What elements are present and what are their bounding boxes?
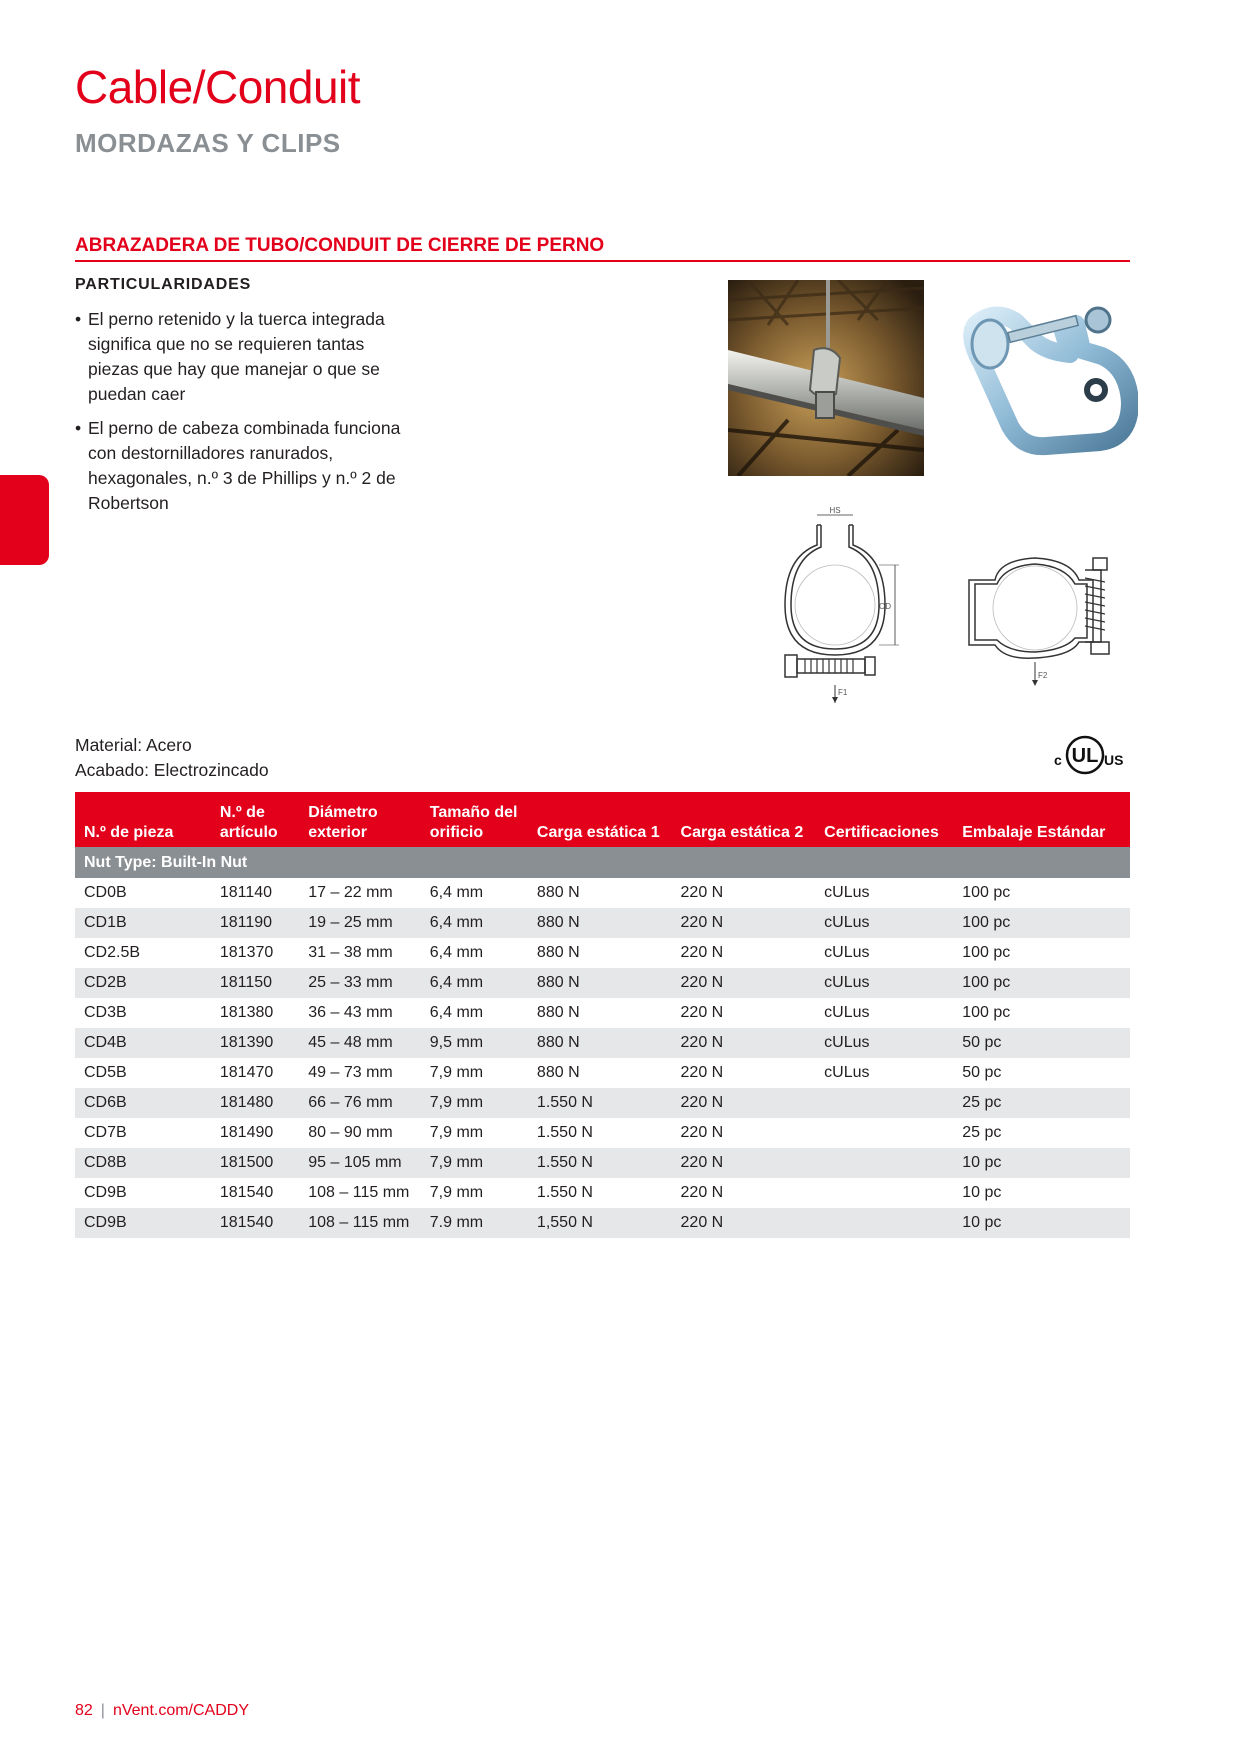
table-cell: 880 N [528, 1058, 672, 1088]
svg-text:US: US [1104, 752, 1124, 768]
bullet-icon: • [75, 309, 82, 329]
table-cell: 6,4 mm [421, 998, 528, 1028]
column-header-line: Tamaño del [429, 804, 518, 821]
table-cell: 9,5 mm [421, 1028, 528, 1058]
table-cell: CD2.5B [75, 938, 211, 968]
column-header-line: Carga estática 1 [536, 824, 660, 841]
table-cell: 100 pc [953, 878, 1130, 908]
table-cell: CD0B [75, 878, 211, 908]
table-cell: 100 pc [953, 998, 1130, 1028]
table-cell: 181500 [211, 1148, 299, 1178]
table-cell: 220 N [672, 998, 816, 1028]
table-cell: 181150 [211, 968, 299, 998]
table-cell: 6,4 mm [421, 878, 528, 908]
table-cell: 17 – 22 mm [299, 878, 421, 908]
column-header-line: Certificaciones [824, 824, 939, 841]
table-row [75, 1028, 1130, 1058]
column-header [421, 792, 528, 847]
table-cell [815, 1088, 953, 1118]
table-cell: 66 – 76 mm [299, 1088, 421, 1118]
table-cell: 1,550 N [528, 1208, 672, 1238]
table-cell: 220 N [672, 1178, 816, 1208]
table-cell: CD9B [75, 1178, 211, 1208]
table-cell: 220 N [672, 878, 816, 908]
column-header [211, 792, 299, 847]
force-label-f2: F2 [1038, 671, 1048, 680]
table-cell: 108 – 115 mm [299, 1178, 421, 1208]
table-row [75, 938, 1130, 968]
table-cell: 6,4 mm [421, 968, 528, 998]
table-cell: cULus [815, 1058, 953, 1088]
technical-drawing-side [955, 550, 1135, 690]
technical-drawing-front [765, 505, 905, 705]
page-subtitle: MORDAZAS Y CLIPS [75, 128, 341, 158]
table-cell: CD3B [75, 998, 211, 1028]
cul-us-listed-logo [1046, 730, 1126, 780]
table-row [75, 1118, 1130, 1148]
table-cell: 220 N [672, 968, 816, 998]
clamp-product-image [958, 290, 1138, 470]
table-cell: 220 N [672, 1028, 816, 1058]
svg-text:c: c [1054, 752, 1062, 768]
table-cell: 7.9 mm [421, 1208, 528, 1238]
table-cell [815, 1208, 953, 1238]
feature-text: El perno de cabeza combinada funciona con destornilladores ranurados, hexagonales, n.º 3 de Phillips y n.º 2 de Robertson [88, 418, 401, 513]
table-cell: cULus [815, 908, 953, 938]
table-cell: 1.550 N [528, 1088, 672, 1118]
table-cell: 220 N [672, 1058, 816, 1088]
column-header-line [962, 803, 1130, 823]
table-row [75, 998, 1130, 1028]
column-header [953, 792, 1130, 847]
table-cell: 49 – 73 mm [299, 1058, 421, 1088]
table-cell: 36 – 43 mm [299, 998, 421, 1028]
table-cell [815, 1118, 953, 1148]
column-header [528, 792, 672, 847]
table-cell: 25 pc [953, 1118, 1130, 1148]
table-cell: 1.550 N [528, 1148, 672, 1178]
feature-text: El perno retenido y la tuerca integrada significa que no se requieren tantas piezas que hay que manejar o que se puedan caer [88, 309, 385, 404]
table-cell: 880 N [528, 938, 672, 968]
table-cell: cULus [815, 998, 953, 1028]
table-group-row [75, 847, 1130, 878]
table-cell: CD1B [75, 908, 211, 938]
material-line: Material: Acero [75, 735, 192, 755]
table-header-row [75, 792, 1130, 847]
table-cell: cULus [815, 878, 953, 908]
installation-photo [728, 280, 924, 476]
table-cell: 880 N [528, 1028, 672, 1058]
section-heading: ABRAZADERA DE TUBO/CONDUIT DE CIERRE DE PERNO [75, 235, 1130, 262]
column-header-line: Carga estática 2 [680, 824, 804, 841]
table-cell: 6,4 mm [421, 938, 528, 968]
table-cell: 10 pc [953, 1208, 1130, 1238]
table-cell: 7,9 mm [421, 1088, 528, 1118]
column-header-line [84, 803, 211, 823]
table-cell: 220 N [672, 1148, 816, 1178]
table-cell: CD8B [75, 1148, 211, 1178]
group-label: Nut Type: Built-In Nut [75, 847, 1130, 878]
table-cell: 181540 [211, 1208, 299, 1238]
table-cell: 181470 [211, 1058, 299, 1088]
column-header-line: N.º de pieza [84, 824, 174, 841]
column-header-line: Diámetro [308, 804, 378, 821]
table-cell: 100 pc [953, 968, 1130, 998]
table-cell: 181490 [211, 1118, 299, 1148]
table-cell: 10 pc [953, 1178, 1130, 1208]
table-cell: 95 – 105 mm [299, 1148, 421, 1178]
dimension-label-od: OD [879, 602, 891, 611]
bullet-icon: • [75, 418, 82, 438]
table-cell: 7,9 mm [421, 1058, 528, 1088]
table-cell: 1.550 N [528, 1178, 672, 1208]
table-cell: cULus [815, 938, 953, 968]
table-cell: 181480 [211, 1088, 299, 1118]
finish-line: Acabado: Electrozincado [75, 760, 269, 780]
table-cell: 25 pc [953, 1088, 1130, 1118]
feature-item [75, 307, 405, 407]
column-header-line [824, 803, 953, 823]
table-cell: 7,9 mm [421, 1118, 528, 1148]
table-cell: 25 – 33 mm [299, 968, 421, 998]
page-footer [75, 1702, 249, 1720]
table-cell: 100 pc [953, 938, 1130, 968]
column-header-line: Embalaje Estándar [962, 824, 1106, 841]
table-cell: 50 pc [953, 1028, 1130, 1058]
table-cell: cULus [815, 968, 953, 998]
table-cell: 880 N [528, 908, 672, 938]
column-header [815, 792, 953, 847]
column-header-line: exterior [308, 824, 367, 841]
table-row [75, 1178, 1130, 1208]
feature-item [75, 416, 405, 516]
table-cell: 7,9 mm [421, 1178, 528, 1208]
table-cell: 220 N [672, 938, 816, 968]
table-cell: 220 N [672, 908, 816, 938]
side-tab-marker [0, 475, 49, 565]
page-number: 82 [75, 1702, 93, 1719]
table-cell: 181390 [211, 1028, 299, 1058]
footer-separator: | [100, 1702, 105, 1719]
table-row [75, 1148, 1130, 1178]
table-cell: 181380 [211, 998, 299, 1028]
table-cell: 181540 [211, 1178, 299, 1208]
table-cell: 220 N [672, 1118, 816, 1148]
svg-text:UL: UL [1071, 745, 1099, 767]
table-cell: 220 N [672, 1208, 816, 1238]
table-row [75, 968, 1130, 998]
table-cell: CD4B [75, 1028, 211, 1058]
footer-link[interactable]: nVent.com/CADDY [112, 1702, 250, 1719]
table-cell: 45 – 48 mm [299, 1028, 421, 1058]
column-header-line: orificio [429, 824, 484, 841]
table-cell: 181190 [211, 908, 299, 938]
table-row [75, 908, 1130, 938]
table-cell: 108 – 115 mm [299, 1208, 421, 1238]
column-header-line: N.º de [219, 804, 265, 821]
table-cell: 220 N [672, 1088, 816, 1118]
table-cell: 181370 [211, 938, 299, 968]
table-row [75, 1088, 1130, 1118]
table-cell: 7,9 mm [421, 1148, 528, 1178]
table-cell [815, 1178, 953, 1208]
table-cell: CD7B [75, 1118, 211, 1148]
column-header-line: artículo [219, 824, 278, 841]
table-cell: 880 N [528, 998, 672, 1028]
column-header-line [537, 803, 672, 823]
table-cell: CD6B [75, 1088, 211, 1118]
dimension-label-hs: HS [829, 506, 841, 515]
table-cell: 80 – 90 mm [299, 1118, 421, 1148]
material-info [75, 733, 269, 783]
table-row [75, 1058, 1130, 1088]
features-heading: PARTICULARIDADES [75, 276, 252, 293]
table-row [75, 878, 1130, 908]
table-cell: 100 pc [953, 908, 1130, 938]
table-cell: 181140 [211, 878, 299, 908]
column-header [672, 792, 816, 847]
table-cell: 1.550 N [528, 1118, 672, 1148]
column-header [75, 792, 211, 847]
table-cell: 10 pc [953, 1148, 1130, 1178]
product-spec-table [75, 792, 1130, 1238]
table-cell: 880 N [528, 878, 672, 908]
table-cell [815, 1148, 953, 1178]
column-header-line [681, 803, 816, 823]
column-header [299, 792, 421, 847]
table-cell: CD5B [75, 1058, 211, 1088]
table-cell: 31 – 38 mm [299, 938, 421, 968]
table-cell: 50 pc [953, 1058, 1130, 1088]
table-cell: CD2B [75, 968, 211, 998]
table-cell: cULus [815, 1028, 953, 1058]
table-cell: CD9B [75, 1208, 211, 1238]
table-cell: 880 N [528, 968, 672, 998]
features-list [75, 307, 405, 525]
force-label-f1: F1 [838, 688, 848, 697]
page-title: Cable/Conduit [75, 61, 361, 113]
table-cell: 6,4 mm [421, 908, 528, 938]
table-row [75, 1208, 1130, 1238]
table-cell: 19 – 25 mm [299, 908, 421, 938]
